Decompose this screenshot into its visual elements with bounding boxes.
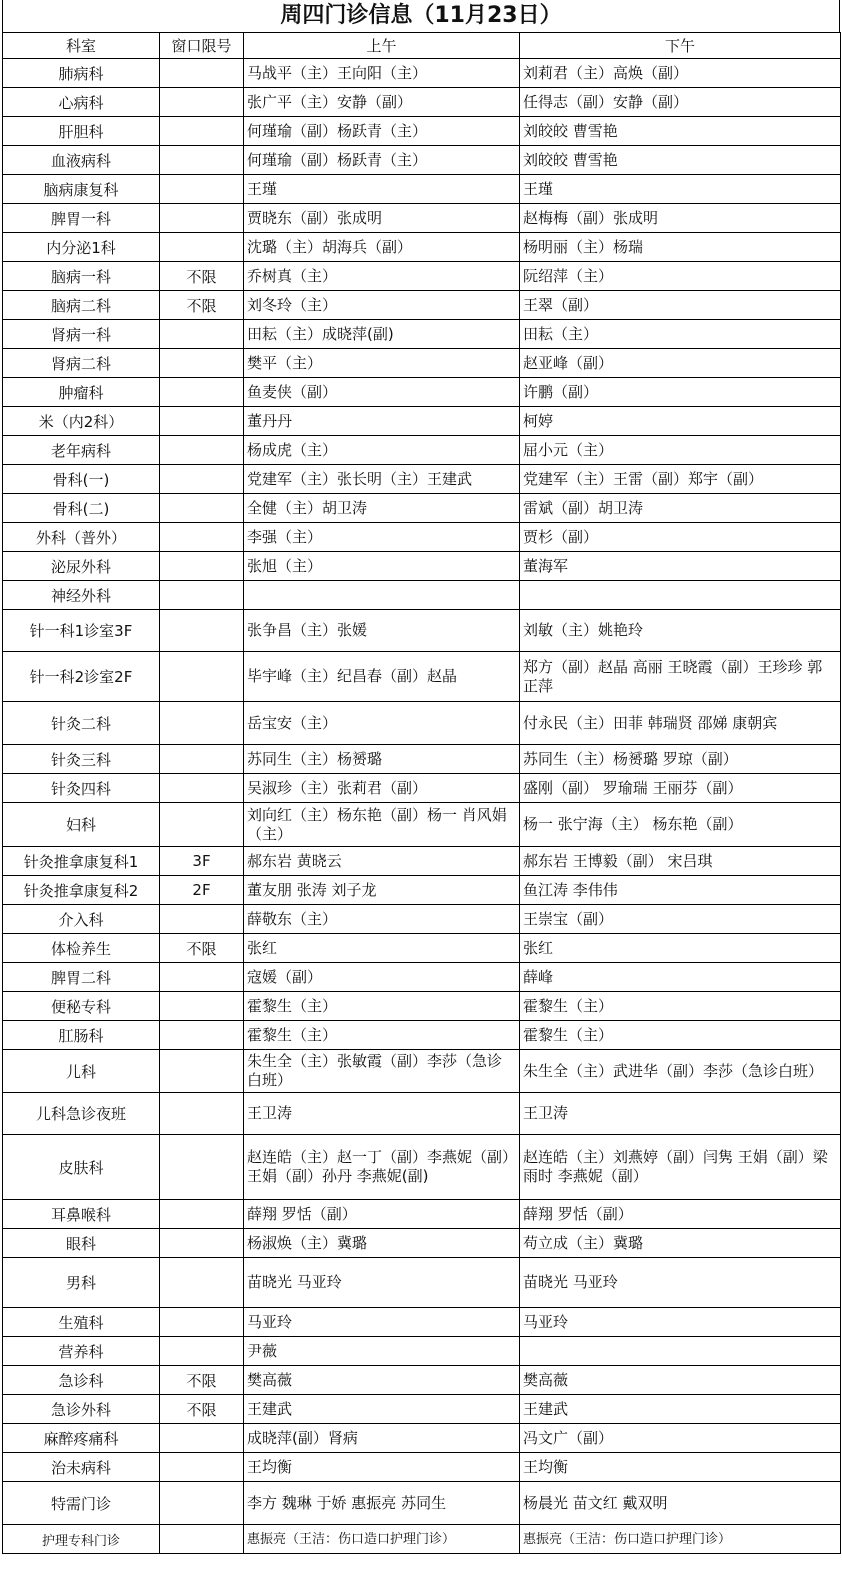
morning-doctors-cell: 刘冬玲（主） — [244, 291, 520, 320]
department-cell: 针灸推拿康复科2 — [3, 876, 160, 905]
table-row — [3, 233, 841, 262]
department-cell: 老年病科 — [3, 436, 160, 465]
column-header-department: 科室 — [3, 33, 160, 59]
table-row — [3, 291, 841, 320]
window-limit-cell — [160, 320, 244, 349]
table-row — [3, 992, 841, 1021]
window-limit-cell: 不限 — [160, 1366, 244, 1395]
table-row — [3, 774, 841, 803]
department-cell: 神经外科 — [3, 581, 160, 610]
department-cell: 眼科 — [3, 1229, 160, 1258]
morning-doctors-cell: 李方 魏琳 于娇 惠振亮 苏同生 — [244, 1482, 520, 1525]
window-limit-cell — [160, 1135, 244, 1200]
table-row — [3, 146, 841, 175]
morning-doctors-cell: 王瑾 — [244, 175, 520, 204]
afternoon-doctors-cell — [520, 581, 841, 610]
department-cell: 妇科 — [3, 803, 160, 847]
window-limit-cell — [160, 1337, 244, 1366]
table-row — [3, 1424, 841, 1453]
afternoon-doctors-cell: 付永民（主）田菲 韩瑞贤 邵娣 康朝宾 — [520, 702, 841, 745]
afternoon-doctors-cell: 屈小元（主） — [520, 436, 841, 465]
window-limit-cell — [160, 1525, 244, 1554]
table-row — [3, 1135, 841, 1200]
table-row — [3, 1395, 841, 1424]
department-cell: 治未病科 — [3, 1453, 160, 1482]
afternoon-doctors-cell: 王卫涛 — [520, 1093, 841, 1135]
afternoon-doctors-cell: 郑方（副）赵晶 高丽 王晓霞（副）王珍珍 郭正萍 — [520, 652, 841, 702]
window-limit-cell — [160, 1308, 244, 1337]
table-row — [3, 905, 841, 934]
table-row — [3, 610, 841, 652]
afternoon-doctors-cell: 惠振亮（王洁：伤口造口护理门诊） — [520, 1525, 841, 1554]
morning-doctors-cell: 鱼麦侠（副） — [244, 378, 520, 407]
afternoon-doctors-cell: 樊高薇 — [520, 1366, 841, 1395]
department-cell: 针灸三科 — [3, 745, 160, 774]
department-cell: 特需门诊 — [3, 1482, 160, 1525]
morning-doctors-cell: 杨淑焕（主）冀璐 — [244, 1229, 520, 1258]
header-row — [3, 33, 841, 59]
department-cell: 肺病科 — [3, 59, 160, 88]
table-row — [3, 59, 841, 88]
afternoon-doctors-cell: 雷斌（副）胡卫涛 — [520, 494, 841, 523]
afternoon-doctors-cell: 王均衡 — [520, 1453, 841, 1482]
afternoon-doctors-cell: 赵连皓（主）刘燕婷（副）闫隽 王娟（副）梁雨时 李燕妮（副） — [520, 1135, 841, 1200]
morning-doctors-cell: 寇媛（副） — [244, 963, 520, 992]
window-limit-cell — [160, 436, 244, 465]
window-limit-cell: 2F — [160, 876, 244, 905]
department-cell: 骨科(二) — [3, 494, 160, 523]
afternoon-doctors-cell: 赵梅梅（副）张成明 — [520, 204, 841, 233]
afternoon-doctors-cell: 田耘（主） — [520, 320, 841, 349]
window-limit-cell — [160, 233, 244, 262]
afternoon-doctors-cell: 盛刚（副） 罗瑜瑞 王丽芬（副） — [520, 774, 841, 803]
window-limit-cell — [160, 1200, 244, 1229]
morning-doctors-cell: 董丹丹 — [244, 407, 520, 436]
afternoon-doctors-cell: 张红 — [520, 934, 841, 963]
page-title: 周四门诊信息（11月23日） — [2, 0, 840, 32]
morning-doctors-cell: 惠振亮（王洁：伤口造口护理门诊） — [244, 1525, 520, 1554]
department-cell: 男科 — [3, 1258, 160, 1308]
window-limit-cell — [160, 581, 244, 610]
window-limit-cell — [160, 745, 244, 774]
window-limit-cell — [160, 905, 244, 934]
morning-doctors-cell: 薛敬东（主） — [244, 905, 520, 934]
table-row — [3, 262, 841, 291]
department-cell: 肾病二科 — [3, 349, 160, 378]
window-limit-cell: 不限 — [160, 291, 244, 320]
department-cell: 脑病一科 — [3, 262, 160, 291]
morning-doctors-cell: 薛翔 罗恬（副） — [244, 1200, 520, 1229]
window-limit-cell — [160, 1258, 244, 1308]
table-row — [3, 745, 841, 774]
window-limit-cell — [160, 117, 244, 146]
afternoon-doctors-cell: 董海军 — [520, 552, 841, 581]
afternoon-doctors-cell: 王建武 — [520, 1395, 841, 1424]
afternoon-doctors-cell: 苟立成（主）冀璐 — [520, 1229, 841, 1258]
department-cell: 心病科 — [3, 88, 160, 117]
window-limit-cell: 不限 — [160, 1395, 244, 1424]
morning-doctors-cell: 王建武 — [244, 1395, 520, 1424]
window-limit-cell — [160, 992, 244, 1021]
table-row — [3, 702, 841, 745]
afternoon-doctors-cell: 刘莉君（主）高焕（副） — [520, 59, 841, 88]
table-row — [3, 523, 841, 552]
morning-doctors-cell: 全健（主）胡卫涛 — [244, 494, 520, 523]
schedule-rows — [3, 59, 841, 1554]
table-row — [3, 349, 841, 378]
afternoon-doctors-cell: 柯婷 — [520, 407, 841, 436]
afternoon-doctors-cell: 王翠（副） — [520, 291, 841, 320]
window-limit-cell — [160, 652, 244, 702]
afternoon-doctors-cell: 马亚玲 — [520, 1308, 841, 1337]
morning-doctors-cell: 苗晓光 马亚玲 — [244, 1258, 520, 1308]
morning-doctors-cell: 马亚玲 — [244, 1308, 520, 1337]
table-row — [3, 963, 841, 992]
department-cell: 针一科1诊室3F — [3, 610, 160, 652]
window-limit-cell: 不限 — [160, 934, 244, 963]
afternoon-doctors-cell: 贾杉（副） — [520, 523, 841, 552]
window-limit-cell — [160, 1093, 244, 1135]
morning-doctors-cell: 马战平（主）王向阳（主） — [244, 59, 520, 88]
table-row — [3, 1366, 841, 1395]
department-cell: 体检养生 — [3, 934, 160, 963]
morning-doctors-cell — [244, 581, 520, 610]
table-row — [3, 1229, 841, 1258]
morning-doctors-cell: 张红 — [244, 934, 520, 963]
table-row — [3, 1337, 841, 1366]
morning-doctors-cell: 刘向红（主）杨东艳（副）杨一 肖风娟（主） — [244, 803, 520, 847]
window-limit-cell — [160, 610, 244, 652]
morning-doctors-cell: 樊平（主） — [244, 349, 520, 378]
department-cell: 内分泌1科 — [3, 233, 160, 262]
department-cell: 血液病科 — [3, 146, 160, 175]
table-row — [3, 175, 841, 204]
department-cell: 肛肠科 — [3, 1021, 160, 1050]
table-row — [3, 378, 841, 407]
table-row — [3, 1093, 841, 1135]
window-limit-cell — [160, 1424, 244, 1453]
afternoon-doctors-cell: 霍黎生（主） — [520, 1021, 841, 1050]
department-cell: 急诊外科 — [3, 1395, 160, 1424]
morning-doctors-cell: 张争昌（主）张媛 — [244, 610, 520, 652]
window-limit-cell — [160, 1482, 244, 1525]
department-cell: 针灸四科 — [3, 774, 160, 803]
department-cell: 护理专科门诊 — [3, 1525, 160, 1554]
morning-doctors-cell: 朱生全（主）张敏霞（副）李莎（急诊白班） — [244, 1050, 520, 1093]
morning-doctors-cell: 杨成虎（主） — [244, 436, 520, 465]
department-cell: 骨科(一) — [3, 465, 160, 494]
afternoon-doctors-cell: 刘皎皎 曹雪艳 — [520, 146, 841, 175]
afternoon-doctors-cell: 许鹏（副） — [520, 378, 841, 407]
table-row — [3, 1525, 841, 1554]
morning-doctors-cell: 党建军（主）张长明（主）王建武 — [244, 465, 520, 494]
window-limit-cell — [160, 1050, 244, 1093]
table-row — [3, 1308, 841, 1337]
morning-doctors-cell: 岳宝安（主） — [244, 702, 520, 745]
table-row — [3, 652, 841, 702]
afternoon-doctors-cell — [520, 1337, 841, 1366]
department-cell: 生殖科 — [3, 1308, 160, 1337]
department-cell: 肝胆科 — [3, 117, 160, 146]
afternoon-doctors-cell: 党建军（主）王雷（副）郑宇（副） — [520, 465, 841, 494]
table-row — [3, 803, 841, 847]
window-limit-cell — [160, 552, 244, 581]
afternoon-doctors-cell: 王崇宝（副） — [520, 905, 841, 934]
table-row — [3, 1200, 841, 1229]
afternoon-doctors-cell: 王瑾 — [520, 175, 841, 204]
department-cell: 脑病康复科 — [3, 175, 160, 204]
table-row — [3, 1050, 841, 1093]
afternoon-doctors-cell: 苗晓光 马亚玲 — [520, 1258, 841, 1308]
morning-doctors-cell: 吴淑珍（主）张莉君（副） — [244, 774, 520, 803]
department-cell: 脾胃二科 — [3, 963, 160, 992]
afternoon-doctors-cell: 郝东岩 王博毅（副） 宋吕琪 — [520, 847, 841, 876]
morning-doctors-cell: 郝东岩 黄晓云 — [244, 847, 520, 876]
department-cell: 儿科 — [3, 1050, 160, 1093]
afternoon-doctors-cell: 阮绍萍（主） — [520, 262, 841, 291]
window-limit-cell — [160, 59, 244, 88]
morning-doctors-cell: 张旭（主） — [244, 552, 520, 581]
table-row — [3, 204, 841, 233]
afternoon-doctors-cell: 杨一 张宁海（主） 杨东艳（副） — [520, 803, 841, 847]
department-cell: 外科（普外） — [3, 523, 160, 552]
afternoon-doctors-cell: 鱼江涛 李伟伟 — [520, 876, 841, 905]
morning-doctors-cell: 张广平（主）安静（副） — [244, 88, 520, 117]
department-cell: 肿瘤科 — [3, 378, 160, 407]
table-row — [3, 581, 841, 610]
afternoon-doctors-cell: 刘敏（主）姚艳玲 — [520, 610, 841, 652]
window-limit-cell — [160, 803, 244, 847]
window-limit-cell — [160, 88, 244, 117]
department-cell: 皮肤科 — [3, 1135, 160, 1200]
morning-doctors-cell: 毕宇峰（主）纪昌春（副）赵晶 — [244, 652, 520, 702]
column-header-morning: 上午 — [244, 33, 520, 59]
morning-doctors-cell: 王卫涛 — [244, 1093, 520, 1135]
table-row — [3, 1453, 841, 1482]
table-row — [3, 1021, 841, 1050]
afternoon-doctors-cell: 杨明丽（主）杨瑞 — [520, 233, 841, 262]
department-cell: 营养科 — [3, 1337, 160, 1366]
table-row — [3, 465, 841, 494]
window-limit-cell — [160, 702, 244, 745]
table-row — [3, 320, 841, 349]
morning-doctors-cell: 霍黎生（主） — [244, 1021, 520, 1050]
morning-doctors-cell: 田耘（主）成晓萍(副) — [244, 320, 520, 349]
afternoon-doctors-cell: 任得志（副）安静（副） — [520, 88, 841, 117]
table-row — [3, 876, 841, 905]
department-cell: 脑病二科 — [3, 291, 160, 320]
window-limit-cell — [160, 494, 244, 523]
morning-doctors-cell: 何瑾瑜（副）杨跃青（主） — [244, 146, 520, 175]
morning-doctors-cell: 董友朋 张涛 刘子龙 — [244, 876, 520, 905]
window-limit-cell — [160, 378, 244, 407]
table-row — [3, 494, 841, 523]
window-limit-cell — [160, 774, 244, 803]
window-limit-cell: 不限 — [160, 262, 244, 291]
table-row — [3, 117, 841, 146]
department-cell: 针一科2诊室2F — [3, 652, 160, 702]
window-limit-cell: 3F — [160, 847, 244, 876]
afternoon-doctors-cell: 薛峰 — [520, 963, 841, 992]
morning-doctors-cell: 尹薇 — [244, 1337, 520, 1366]
window-limit-cell — [160, 407, 244, 436]
department-cell: 麻醉疼痛科 — [3, 1424, 160, 1453]
afternoon-doctors-cell: 苏同生（主）杨赟璐 罗琼（副） — [520, 745, 841, 774]
window-limit-cell — [160, 175, 244, 204]
department-cell: 儿科急诊夜班 — [3, 1093, 160, 1135]
table-row — [3, 552, 841, 581]
window-limit-cell — [160, 1453, 244, 1482]
department-cell: 介入科 — [3, 905, 160, 934]
department-cell: 脾胃一科 — [3, 204, 160, 233]
morning-doctors-cell: 成晓萍(副）肾病 — [244, 1424, 520, 1453]
afternoon-doctors-cell: 杨晨光 苗文红 戴双明 — [520, 1482, 841, 1525]
department-cell: 米（内2科） — [3, 407, 160, 436]
afternoon-doctors-cell: 朱生全（主）武进华（副）李莎（急诊白班） — [520, 1050, 841, 1093]
morning-doctors-cell: 苏同生（主）杨赟璐 — [244, 745, 520, 774]
column-header-window-limit: 窗口限号 — [160, 33, 244, 59]
morning-doctors-cell: 樊高薇 — [244, 1366, 520, 1395]
morning-doctors-cell: 王均衡 — [244, 1453, 520, 1482]
window-limit-cell — [160, 1229, 244, 1258]
morning-doctors-cell: 乔树真（主） — [244, 262, 520, 291]
morning-doctors-cell: 贾晓东（副）张成明 — [244, 204, 520, 233]
table-row — [3, 88, 841, 117]
window-limit-cell — [160, 523, 244, 552]
column-header-afternoon: 下午 — [520, 33, 841, 59]
table-row — [3, 1482, 841, 1525]
afternoon-doctors-cell: 霍黎生（主） — [520, 992, 841, 1021]
morning-doctors-cell: 赵连皓（主）赵一丁（副）李燕妮（副）王娟（副）孙丹 李燕妮(副) — [244, 1135, 520, 1200]
afternoon-doctors-cell: 刘皎皎 曹雪艳 — [520, 117, 841, 146]
afternoon-doctors-cell: 薛翔 罗恬（副） — [520, 1200, 841, 1229]
window-limit-cell — [160, 1021, 244, 1050]
window-limit-cell — [160, 204, 244, 233]
afternoon-doctors-cell: 赵亚峰（副） — [520, 349, 841, 378]
table-row — [3, 1258, 841, 1308]
morning-doctors-cell: 李强（主） — [244, 523, 520, 552]
window-limit-cell — [160, 349, 244, 378]
morning-doctors-cell: 沈璐（主）胡海兵（副） — [244, 233, 520, 262]
clinic-schedule-table — [2, 32, 841, 1554]
window-limit-cell — [160, 465, 244, 494]
table-row — [3, 934, 841, 963]
department-cell: 针灸推拿康复科1 — [3, 847, 160, 876]
department-cell: 便秘专科 — [3, 992, 160, 1021]
department-cell: 急诊科 — [3, 1366, 160, 1395]
department-cell: 泌尿外科 — [3, 552, 160, 581]
department-cell: 耳鼻喉科 — [3, 1200, 160, 1229]
table-row — [3, 436, 841, 465]
afternoon-doctors-cell: 冯文广（副） — [520, 1424, 841, 1453]
department-cell: 肾病一科 — [3, 320, 160, 349]
window-limit-cell — [160, 963, 244, 992]
department-cell: 针灸二科 — [3, 702, 160, 745]
morning-doctors-cell: 何瑾瑜（副）杨跃青（主） — [244, 117, 520, 146]
window-limit-cell — [160, 146, 244, 175]
table-row — [3, 407, 841, 436]
morning-doctors-cell: 霍黎生（主） — [244, 992, 520, 1021]
table-row — [3, 847, 841, 876]
